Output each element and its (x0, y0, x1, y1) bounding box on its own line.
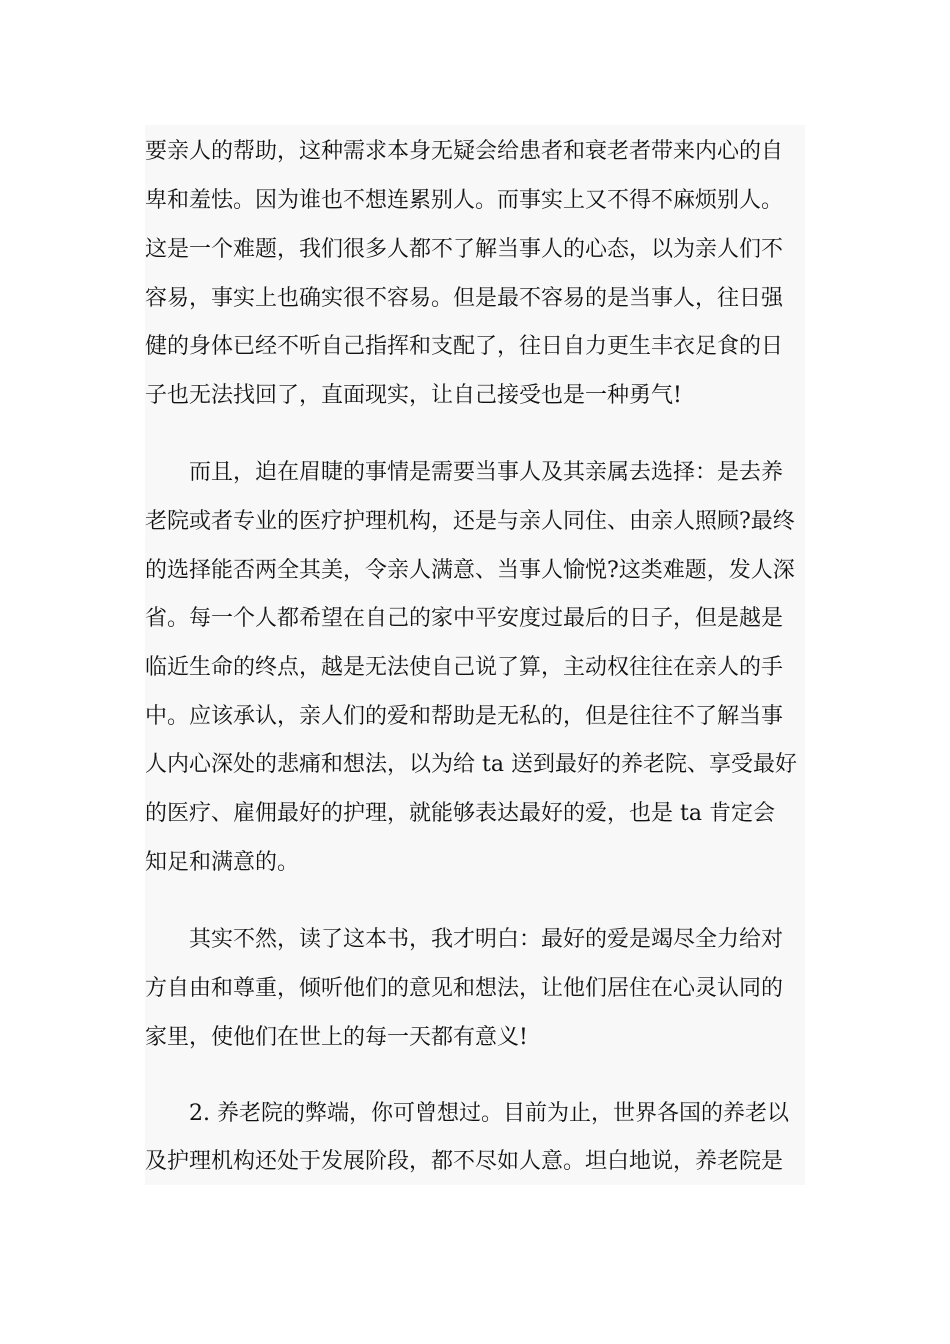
text-line: 老院或者专业的医疗护理机构，还是与亲人同住、由亲人照顾?最终 (145, 509, 795, 534)
text-line: 健的身体已经不听自己指挥和支配了，往日自力更生丰衣足食的日 (145, 334, 784, 359)
text-line: 容易，事实上也确实很不容易。但是最不容易的是当事人，往日强 (145, 286, 784, 311)
text-line: 临近生命的终点，越是无法使自己说了算，主动权往往在亲人的手 (145, 655, 784, 680)
text-line: 卑和羞怯。因为谁也不想连累别人。而事实上又不得不麻烦别人。 (145, 188, 784, 213)
text-line: 子也无法找回了，直面现实，让自己接受也是一种勇气! (145, 383, 682, 408)
text-line: 家里，使他们在世上的每一天都有意义! (145, 1025, 528, 1050)
text-line: 方自由和尊重，倾听他们的意见和想法，让他们居住在心灵认同的 (145, 976, 784, 1001)
text-line: 的医疗、雇佣最好的护理，就能够表达最好的爱，也是 ta 肯定会 (145, 801, 775, 826)
text-line: 中。应该承认，亲人们的爱和帮助是无私的，但是往往不了解当事 (145, 704, 784, 729)
text-line: 这是一个难题，我们很多人都不了解当事人的心态，以为亲人们不 (145, 237, 784, 262)
text-line: 人内心深处的悲痛和想法，以为给 ta 送到最好的养老院、享受最好 (145, 752, 797, 777)
text-line: 知足和满意的。 (145, 850, 300, 875)
paragraph-first-line: 其实不然，读了这本书，我才明白：最好的爱是竭尽全力给对 (189, 927, 784, 952)
text-line: 及护理机构还处于发展阶段，都不尽如人意。坦白地说，养老院是 (145, 1149, 784, 1174)
text-line: 省。每一个人都希望在自己的家中平安度过最后的日子，但是越是 (145, 606, 784, 631)
paragraph-first-line: 而且，迫在眉睫的事情是需要当事人及其亲属去选择：是去养 (189, 460, 784, 485)
paragraph-first-line: 2. 养老院的弊端，你可曾想过。目前为止，世界各国的养老以 (189, 1101, 789, 1126)
text-line: 要亲人的帮助，这种需求本身无疑会给患者和衰老者带来内心的自 (145, 139, 784, 164)
document-text-block (145, 125, 805, 1185)
text-line: 的选择能否两全其美，令亲人满意、当事人愉悦?这类难题，发人深 (145, 558, 795, 583)
